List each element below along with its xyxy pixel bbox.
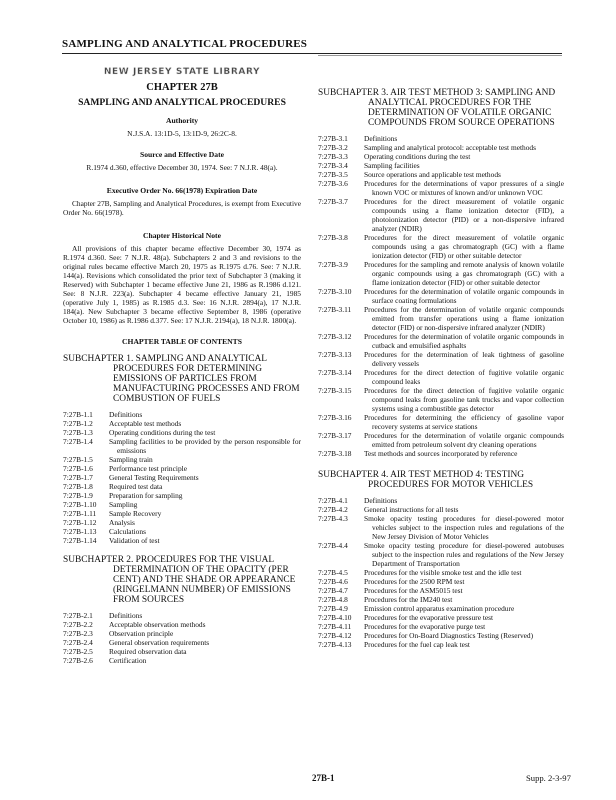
toc-section-number: 7:27B-1.3: [63, 428, 93, 437]
toc-entry: [318, 152, 564, 161]
toc-section-number: 7:27B-2.1: [63, 611, 93, 620]
toc-section-title: Procedures for the determination of volatile organic compounds emitted from petroleum solvent dry cleaning operations: [364, 431, 564, 449]
toc-section-title: Procedures for the direct detection of fugitive volatile organic compound leaks from gasoline tank trucks and vapor collection systems using a combustible gas detector: [364, 386, 564, 413]
subchapter-3-toc: [318, 134, 564, 458]
toc-section-number: 7:27B-2.3: [63, 629, 93, 638]
left-column: [63, 66, 301, 668]
source-text: R.1974 d.360, effective December 30, 1974. See: 7 N.J.R. 48(a).: [86, 163, 278, 172]
toc-section-title: Performance test principle: [109, 464, 187, 473]
subchapter-1-toc: [63, 410, 301, 545]
subchapter-4-toc: [318, 496, 564, 649]
subchapter-2-toc: [63, 611, 301, 665]
toc-entry: [318, 514, 564, 541]
toc-section-number: 7:27B-3.18: [318, 449, 352, 458]
toc-entry: [63, 473, 301, 482]
toc-section-number: 7:27B-1.9: [63, 491, 93, 500]
toc-entry: [318, 332, 564, 350]
chapter-subtitle: SAMPLING AND ANALYTICAL PROCEDURES: [78, 97, 286, 108]
toc-entry: [63, 410, 301, 419]
toc-entry: [318, 170, 564, 179]
toc-entry: [63, 518, 301, 527]
toc-section-title: Procedures for the fuel cap leak test: [364, 640, 470, 649]
toc-section-number: 7:27B-3.2: [318, 143, 348, 152]
toc-entry: [63, 647, 301, 656]
toc-entry: [318, 350, 564, 368]
toc-section-title: Required test data: [109, 482, 163, 491]
library-stamp: NEW JERSEY STATE LIBRARY: [103, 67, 261, 77]
subchapter-3-heading: SUBCHAPTER 3. AIR TEST METHOD 3: SAMPLING AND ANALYTICAL PROCEDURES FOR THE DETERMINATION OF VOLATILE ORGANIC COMPOUNDS FROM SOURCE OPERATIONS: [318, 88, 556, 128]
toc-section-title: Observation principle: [109, 629, 174, 638]
toc-section-number: 7:27B-3.10: [318, 287, 352, 296]
toc-section-title: Procedures for the evaporative purge test: [364, 622, 486, 631]
toc-entry: [318, 143, 564, 152]
toc-section-title: Procedures for the visible smoke test and the idle test: [364, 568, 522, 577]
toc-entry: [318, 496, 564, 505]
toc-entry: [318, 368, 564, 386]
toc-section-title: Emission control apparatus examination procedure: [364, 604, 515, 613]
page-number: 27B-1: [312, 773, 335, 783]
chapter-title: CHAPTER 27B: [146, 82, 218, 93]
toc-section-number: 7:27B-2.2: [63, 620, 93, 629]
toc-section-number: 7:27B-3.8: [318, 233, 348, 242]
toc-section-number: 7:27B-1.5: [63, 455, 93, 464]
toc-entry: [318, 386, 564, 413]
toc-section-number: 7:27B-1.6: [63, 464, 93, 473]
toc-section-title: Sampling facilities: [364, 161, 420, 170]
toc-entry: [63, 629, 301, 638]
header-rule: [62, 53, 562, 54]
toc-section-title: Analysis: [109, 518, 135, 527]
toc-section-number: 7:27B-4.13: [318, 640, 352, 649]
running-head: SAMPLING AND ANALYTICAL PROCEDURES: [62, 38, 308, 50]
toc-section-number: 7:27B-3.7: [318, 197, 348, 206]
subchapter-1-heading: SUBCHAPTER 1. SAMPLING AND ANALYTICAL PROCEDURES FOR DETERMINING EMISSIONS OF PARTICLES FROM MANUFACTURING PROCESSES AND FROM COMBUSTION OF FUELS: [63, 354, 300, 404]
authority-heading: Authority: [165, 116, 199, 125]
toc-section-title: Procedures for determining the efficiency of gasoline vapor recovery systems at service stations: [364, 413, 564, 431]
toc-section-number: 7:27B-4.6: [318, 577, 348, 586]
toc-section-title: Definitions: [109, 611, 143, 620]
toc-section-number: 7:27B-2.6: [63, 656, 93, 665]
toc-entry: [318, 622, 564, 631]
toc-section-number: 7:27B-3.15: [318, 386, 352, 395]
toc-entry: [318, 604, 564, 613]
toc-entry: [318, 134, 564, 143]
toc-section-title: Certification: [109, 656, 147, 665]
toc-section-title: Smoke opacity testing procedure for diesel-powered autobuses subject to the inspection rules and regulations of the New Jersey Department of Transportation: [364, 541, 564, 568]
toc-section-title: Sampling and analytical protocol: acceptable test methods: [364, 143, 536, 152]
toc-section-title: Definitions: [364, 134, 398, 143]
executive-order-text: Chapter 27B, Sampling and Analytical Procedures, is exempt from Executive Order No. 66(1978).: [63, 199, 301, 217]
historical-note-text: All provisions of this chapter became effective December 30, 1974 as R.1974 d.360. See: 7 N.J.R. 48(a). Subchapters 2 and 3 and revisions to the original rules became effective March 20, 1975 as R.1975 d.76. See: 7 N.J.R. 144(a). Revisions which consolidated the prior text of Subchapter 3 (making it Reserved) with Subchapter 1 became effective June 21, 1986 as R.1986 d.121. See: 8 N.J.R. 223(a). Subchapter 4 became effective January 21, 1985 (operative July 1, 1985) as R.1985 d.3. See: 16 N.J.R. 2894(a), 17 N.J.R. 184(a). New Subchapter 3 became effective September 8, 1986 (operative October 10, 1986) as R.1986 d.377. See: 17 N.J.R. 2194(a), 18 N.J.R. 1800(a).: [63, 244, 301, 325]
toc-section-title: Sampling facilities to be provided by the person responsible for emissions: [109, 437, 301, 455]
toc-section-number: 7:27B-4.2: [318, 505, 348, 514]
toc-entry: [63, 437, 301, 455]
right-column: [318, 66, 564, 652]
toc-section-number: 7:27B-1.11: [63, 509, 97, 518]
toc-section-title: Validation of test: [109, 536, 160, 545]
toc-entry: [318, 505, 564, 514]
toc-entry: [63, 527, 301, 536]
toc-entry: [63, 491, 301, 500]
source-heading: Source and Effective Date: [139, 150, 224, 159]
toc-section-number: 7:27B-3.9: [318, 260, 348, 269]
toc-section-title: Procedures for the ASM5015 test: [364, 586, 463, 595]
toc-section-number: 7:27B-3.1: [318, 134, 348, 143]
toc-entry: [318, 179, 564, 197]
toc-section-number: 7:27B-4.12: [318, 631, 352, 640]
toc-section-number: 7:27B-2.4: [63, 638, 93, 647]
toc-section-title: Calculations: [109, 527, 146, 536]
toc-section-number: 7:27B-2.5: [63, 647, 93, 656]
toc-section-title: Acceptable observation methods: [109, 620, 206, 629]
toc-heading: CHAPTER TABLE OF CONTENTS: [122, 337, 242, 346]
toc-section-number: 7:27B-3.6: [318, 179, 348, 188]
toc-section-number: 7:27B-4.5: [318, 568, 348, 577]
toc-entry: [63, 620, 301, 629]
toc-section-number: 7:27B-3.3: [318, 152, 348, 161]
toc-entry: [318, 305, 564, 332]
toc-entry: [318, 197, 564, 233]
toc-section-title: Operating conditions during the test: [364, 152, 471, 161]
toc-entry: [63, 509, 301, 518]
toc-section-number: 7:27B-4.8: [318, 595, 348, 604]
toc-entry: [318, 541, 564, 568]
toc-section-number: 7:27B-3.16: [318, 413, 352, 422]
toc-section-number: 7:27B-1.10: [63, 500, 97, 509]
subchapter-4-heading: SUBCHAPTER 4. AIR TEST METHOD 4: TESTING PROCEDURES FOR MOTOR VEHICLES: [318, 470, 534, 490]
toc-section-title: Procedures for the direct measurement of volatile organic compounds using a gas chromatograph (GC) with a flame ionization detector (FID) or other suitable detector: [364, 233, 564, 260]
toc-entry: [318, 631, 564, 640]
toc-entry: [63, 455, 301, 464]
toc-entry: [318, 431, 564, 449]
header-rule-secondary: [318, 55, 562, 56]
toc-section-title: General observation requirements: [109, 638, 210, 647]
toc-section-number: 7:27B-1.14: [63, 536, 97, 545]
toc-section-number: 7:27B-4.9: [318, 604, 348, 613]
toc-section-number: 7:27B-4.3: [318, 514, 348, 523]
toc-section-number: 7:27B-1.12: [63, 518, 97, 527]
toc-entry: [318, 449, 564, 458]
toc-section-title: Definitions: [364, 496, 398, 505]
toc-section-title: Smoke opacity testing procedures for diesel-powered motor vehicles subject to the inspection rules and regulations of the New Jersey Division of Motor Vehicles: [364, 514, 564, 541]
toc-section-title: Procedures for the determinations of vapor pressures of a single known VOC or mixtures of known and/or unknown VOC: [364, 179, 564, 197]
toc-section-number: 7:27B-3.5: [318, 170, 348, 179]
toc-section-number: 7:27B-1.1: [63, 410, 93, 419]
authority-text: N.J.S.A. 13:1D-5, 13:1D-9, 26:2C-8.: [127, 129, 237, 138]
toc-entry: [63, 536, 301, 545]
toc-section-title: Operating conditions during the test: [109, 428, 216, 437]
toc-section-title: Sampling: [109, 500, 138, 509]
toc-entry: [63, 500, 301, 509]
toc-entry: [63, 656, 301, 665]
toc-entry: [63, 419, 301, 428]
toc-section-number: 7:27B-1.13: [63, 527, 97, 536]
subchapter-2-heading: SUBCHAPTER 2. PROCEDURES FOR THE VISUAL DETERMINATION OF THE OPACITY (PER CENT) AND THE SHADE OR APPEARANCE (RINGELMANN NUMBER) OF EMISSIONS FROM SOURCES: [63, 555, 296, 605]
toc-section-number: 7:27B-1.8: [63, 482, 93, 491]
toc-section-title: Definitions: [109, 410, 143, 419]
toc-entry: [63, 428, 301, 437]
toc-section-title: Procedures for the direct detection of fugitive volatile organic compound leaks: [364, 368, 564, 386]
toc-section-title: Procedures for the determination of volatile organic compounds in cutback and emulsified asphalts: [364, 332, 564, 350]
toc-section-number: 7:27B-1.2: [63, 419, 93, 428]
toc-entry: [318, 287, 564, 305]
toc-entry: [318, 613, 564, 622]
toc-section-title: Preparation for sampling: [109, 491, 183, 500]
toc-section-title: Procedures for the determination of volatile organic compounds emitted from transfer operations using a flame ionization detector (FID) or non-dispersive infrared analyzer (NDIR): [364, 305, 564, 332]
toc-section-number: 7:27B-4.4: [318, 541, 348, 550]
toc-section-number: 7:27B-4.10: [318, 613, 352, 622]
toc-section-number: 7:27B-1.7: [63, 473, 93, 482]
toc-entry: [318, 413, 564, 431]
toc-section-title: Procedures for the determination of volatile organic compounds in surface coating formulations: [364, 287, 564, 305]
toc-section-title: General instructions for all tests: [364, 505, 459, 514]
historical-note-heading: Chapter Historical Note: [143, 231, 221, 240]
toc-section-title: Procedures for the determination of leak tightness of gasoline delivery vessels: [364, 350, 564, 368]
toc-section-title: Procedures for On-Board Diagnostics Testing (Reserved): [364, 631, 534, 640]
toc-entry: [318, 161, 564, 170]
toc-section-number: 7:27B-3.11: [318, 305, 352, 314]
toc-section-title: Procedures for the IM240 test: [364, 595, 453, 604]
toc-entry: [63, 638, 301, 647]
toc-entry: [318, 260, 564, 287]
toc-section-title: Required observation data: [109, 647, 187, 656]
toc-entry: [318, 640, 564, 649]
toc-section-number: 7:27B-3.4: [318, 161, 348, 170]
toc-entry: [318, 595, 564, 604]
toc-section-title: Sample Recovery: [109, 509, 162, 518]
toc-entry: [318, 586, 564, 595]
toc-section-title: Test methods and sources incorporated by reference: [364, 449, 518, 458]
toc-section-title: Source operations and applicable test methods: [364, 170, 501, 179]
toc-section-title: Procedures for the evaporative pressure test: [364, 613, 494, 622]
toc-section-title: Procedures for the sampling and remote analysis of known volatile organic compounds using a gas chromatograph (GC) with a flame ionization detector (FID) or other suitable detector: [364, 260, 564, 287]
toc-section-number: 7:27B-3.17: [318, 431, 352, 440]
toc-entry: [63, 464, 301, 473]
toc-entry: [318, 568, 564, 577]
toc-section-title: General Testing Requirements: [109, 473, 199, 482]
toc-entry: [318, 577, 564, 586]
toc-section-title: Procedures for the 2500 RPM test: [364, 577, 465, 586]
executive-order-heading: Executive Order No. 66(1978) Expiration Date: [106, 186, 258, 195]
toc-section-number: 7:27B-3.13: [318, 350, 352, 359]
toc-section-number: 7:27B-3.12: [318, 332, 352, 341]
toc-section-number: 7:27B-3.14: [318, 368, 352, 377]
toc-entry: [318, 233, 564, 260]
supplement-date: Supp. 2-3-97: [526, 773, 571, 783]
toc-section-number: 7:27B-1.4: [63, 437, 93, 446]
toc-section-number: 7:27B-4.1: [318, 496, 348, 505]
toc-section-title: Sampling train: [109, 455, 153, 464]
toc-entry: [63, 482, 301, 491]
toc-entry: [63, 611, 301, 620]
toc-section-title: Procedures for the direct measurement of volatile organic compounds using a flame ionization detector (FID), a photoionization detector (PID) or a non-dispersive infrared analyzer (NDIR): [364, 197, 564, 233]
toc-section-number: 7:27B-4.7: [318, 586, 348, 595]
toc-section-number: 7:27B-4.11: [318, 622, 352, 631]
toc-section-title: Acceptable test methods: [109, 419, 182, 428]
